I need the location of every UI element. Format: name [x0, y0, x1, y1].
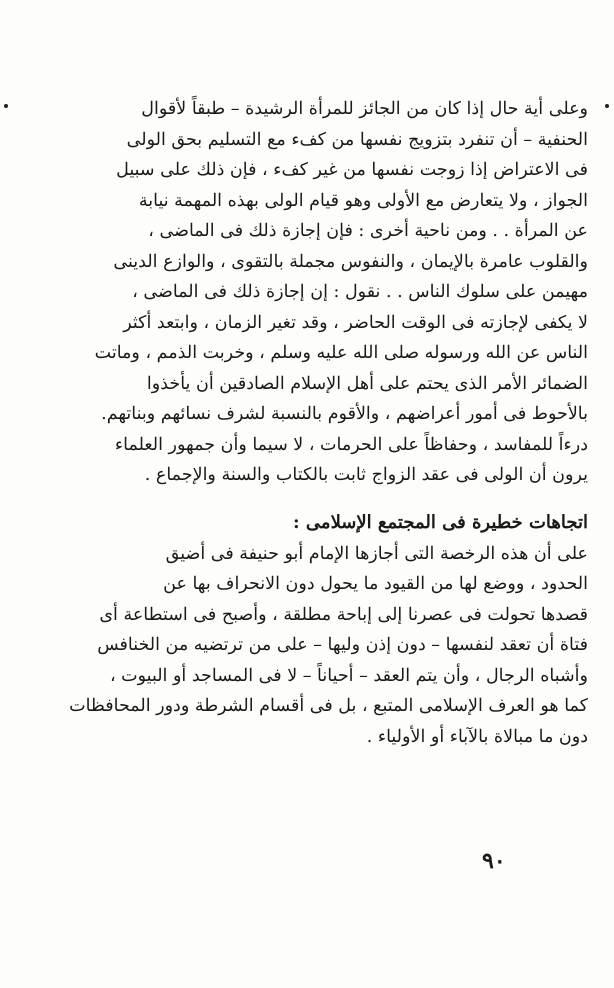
- text-line: بالأحوط فى أمور أعراضهم ، والأقوم بالنسبة لشرف نسائهم وبناتهم.: [101, 404, 588, 424]
- page-number: ٩٠: [482, 848, 506, 874]
- text-line: الضمائر الأمر الذى يحتم على أهل الإسلام الصادقين أن يأخذوا: [146, 373, 588, 394]
- text-line: دون ما مبالاة بالآباء أو الأولياء .: [366, 726, 588, 747]
- text-line: لا يكفى لإجازته فى الوقت الحاضر ، وقد تغير الزمان ، وابتعد أكثر: [123, 312, 588, 333]
- text-line: مهيمن على سلوك الناس . . نقول : إن إجازة ذلك فى الماضى ،: [132, 282, 588, 302]
- paragraph-1: [20, 94, 588, 491]
- text-line: الجواز ، ولا يتعارض مع الأولى وهو قيام الولى بهذه المهمة نيابة: [138, 190, 588, 211]
- text-line: كما هو العرف الإسلامى المتبع ، بل فى أقسام الشرطة ودور المحافظات: [69, 696, 588, 716]
- text-line: الحدود ، ووضع لها من القيود ما يحول دون الانحراف بها عن: [163, 574, 588, 594]
- paragraph-2: [20, 539, 588, 753]
- text-line: وعلى أية حال إذا كان من الجائز للمرأة الرشيدة – طبقاً لأقوال: [141, 99, 588, 119]
- text-line: الناس عن الله ورسوله صلى الله عليه وسلم ، وخربت الذمم ، وماتت: [94, 343, 588, 363]
- text-line: عن المرأة . . ومن ناحية أخرى : فإن إجازة ذلك فى الماضى ،: [148, 221, 588, 241]
- text-line: وأشباه الرجال ، وأن يتم العقد – أحياناً – لا فى المساجد أو البيوت ،: [109, 665, 588, 686]
- text-line: قصدها تحولت فى عصرنا إلى إباحة مطلقة ، وأصبح فى استطاعة أى: [99, 604, 588, 625]
- margin-dot-right: [605, 104, 609, 108]
- text-line: والقلوب عامرة بالإيمان ، والنفوس مجملة بالتقوى ، والوازع الدينى: [113, 251, 588, 272]
- text-line: فى الاعتراض إذا زوجت نفسها من غير كفء ، فإن ذلك على سبيل: [116, 160, 588, 180]
- text-line: على أن هذه الرخصة التى أجازها الإمام أبو حنيفة فى أضيق: [165, 543, 588, 564]
- section-heading: اتجاهات خطيرة فى المجتمع الإسلامى :: [293, 511, 588, 533]
- text-line: يرون أن الولى فى عقد الزواج ثابت بالكتاب والسنة والإجماع .: [144, 465, 588, 485]
- margin-dot-left: [4, 104, 8, 108]
- page-body: [20, 94, 588, 752]
- text-line: فتاة أن تعقد لنفسها – دون إذن وليها – على من ترتضيه من الخنافس: [97, 635, 588, 655]
- text-line: الحنفية – أن تنفرد بتزويج نفسها من كفء مع التسليم بحق الولى: [126, 129, 588, 150]
- text-line: درءاً للمفاسد ، وحفاظاً على الحرمات ، لا سيما وأن جمهور العلماء: [114, 434, 588, 455]
